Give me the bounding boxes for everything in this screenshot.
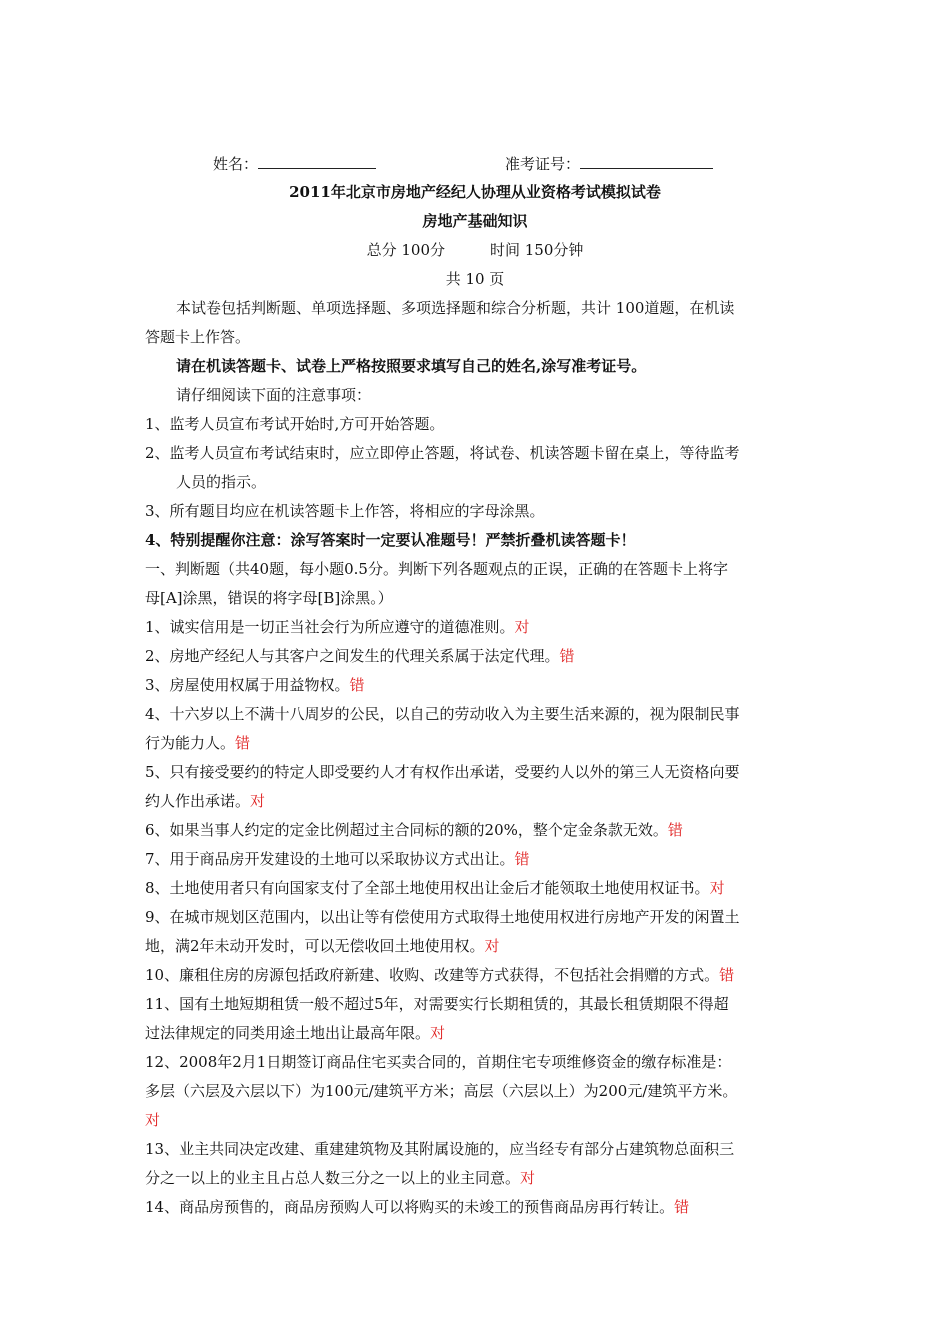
question-text: 6、如果当事人约定的定金比例超过主合同标的额的20%，整个定金条款无效。 [145,821,668,839]
question-text: 过法律规定的同类用途土地出让最高年限。 [145,1024,431,1042]
question-5-line-2 [145,791,820,811]
name-blank[interactable] [258,153,376,169]
answer-mark: 对 [709,879,725,897]
question-11-line-2 [145,1023,820,1043]
note-2: 2、监考人员宣布考试结束时，应立即停止答题，将试卷、机读答题卡留在桌上，等待监考 [145,444,740,462]
question-14 [145,1197,820,1217]
answer-mark: 对 [514,618,530,636]
answer-mark: 错 [667,821,683,839]
question-12-answer: 对 [145,1111,161,1129]
answer-mark: 对 [250,792,266,810]
question-9-line-1: 9、在城市规划区范围内，以出让等有偿使用方式取得土地使用权进行房地产开发的闲置土 [145,908,740,926]
answer-mark: 错 [559,647,575,665]
question-text: 8、土地使用者只有向国家支付了全部土地使用权出让金后才能领取土地使用权证书。 [145,879,710,897]
answer-mark: 错 [514,850,530,868]
answer-mark: 错 [235,734,251,752]
question-4-line-1: 4、十六岁以上不满十八周岁的公民，以自己的劳动收入为主要生活来源的，视为限制民事 [145,705,740,723]
question-11-line-1: 11、国有土地短期租赁一般不超过5年，对需要实行长期租赁的，其最长租赁期限不得超 [145,995,729,1013]
question-12-line-2: 多层（六层及六层以下）为100元/建筑平方米；高层（六层以上）为200元/建筑平方米。 [145,1082,738,1100]
answer-mark: 错 [674,1198,690,1216]
answer-mark: 对 [520,1169,536,1187]
question-10 [145,965,820,985]
question-9-line-2 [145,936,820,956]
question-text: 2、房地产经纪人与其客户之间发生的代理关系属于法定代理。 [145,647,560,665]
section-1-heading: 一、判断题（共40题，每小题0.5分。判断下列各题观点的正误，正确的在答题卡上将字 [145,560,728,578]
question-3 [145,675,820,695]
exam-subtitle: 房地产基础知识 [422,212,528,230]
bold-notice: 请在机读答题卡、试卷上严格按照要求填写自己的姓名,涂写准考证号。 [176,357,647,375]
question-8 [145,878,820,898]
question-text: 10、廉租住房的房源包括政府新建、收购、改建等方式获得，不包括社会捐赠的方式。 [145,966,720,984]
note-2-cont: 人员的指示。 [176,473,267,491]
answer-mark: 对 [484,937,500,955]
question-13-line-1: 13、业主共同决定改建、重建建筑物及其附属设施的，应当经专有部分占建筑物总面积三 [145,1140,735,1158]
question-text: 行为能力人。 [145,734,236,752]
note-4: 4、特别提醒你注意：涂写答案时一定要认准题号！严禁折叠机读答题卡！ [145,531,636,549]
name-label: 姓名： [213,155,259,173]
exam-id-blank[interactable] [580,153,713,169]
question-text: 3、房屋使用权属于用益物权。 [145,676,350,694]
question-4-line-2 [145,733,820,753]
question-text: 地，满2年未动开发时，可以无偿收回土地使用权。 [145,937,485,955]
score-time: 总分 100分 时间 150分钟 [366,241,584,259]
answer-mark: 错 [349,676,365,694]
page-count: 共 10 页 [445,270,505,288]
question-text: 1、诚实信用是一切正当社会行为所应遵守的道德准则。 [145,618,515,636]
intro-line-1: 本试卷包括判断题、单项选择题、多项选择题和综合分析题，共计 100道题，在机读 [176,299,735,317]
answer-mark: 对 [430,1024,446,1042]
question-1 [145,617,820,637]
exam-title: 2011年北京市房地产经纪人协理从业资格考试模拟试卷 [289,183,661,201]
read-notice: 请仔细阅读下面的注意事项： [176,386,372,404]
question-text: 7、用于商品房开发建设的土地可以采取协议方式出让。 [145,850,515,868]
question-7 [145,849,820,869]
answer-mark: 错 [719,966,735,984]
intro-line-2: 答题卡上作答。 [145,328,251,346]
name-field[interactable] [213,153,376,174]
question-text: 约人作出承诺。 [145,792,251,810]
question-13-line-2 [145,1168,820,1188]
note-3: 3、所有题目均应在机读答题卡上作答，将相应的字母涂黑。 [145,502,545,520]
exam-id-field[interactable] [505,153,713,174]
note-1: 1、监考人员宣布考试开始时,方可开始答题。 [145,415,445,433]
question-text: 14、商品房预售的，商品房预购人可以将购买的未竣工的预售商品房再行转让。 [145,1198,675,1216]
question-2 [145,646,820,666]
question-5-line-1: 5、只有接受要约的特定人即受要约人才有权作出承诺，受要约人以外的第三人无资格向要 [145,763,740,781]
section-1-heading-cont: 母[A]涂黑，错误的将字母[B]涂黑。） [145,589,393,607]
exam-id-label: 准考证号： [505,155,581,173]
question-text: 分之一以上的业主且占总人数三分之一以上的业主同意。 [145,1169,521,1187]
question-6 [145,820,820,840]
question-12-line-1: 12、2008年2月1日期签订商品住宅买卖合同的，首期住宅专项维修资金的缴存标准是： [145,1053,732,1071]
